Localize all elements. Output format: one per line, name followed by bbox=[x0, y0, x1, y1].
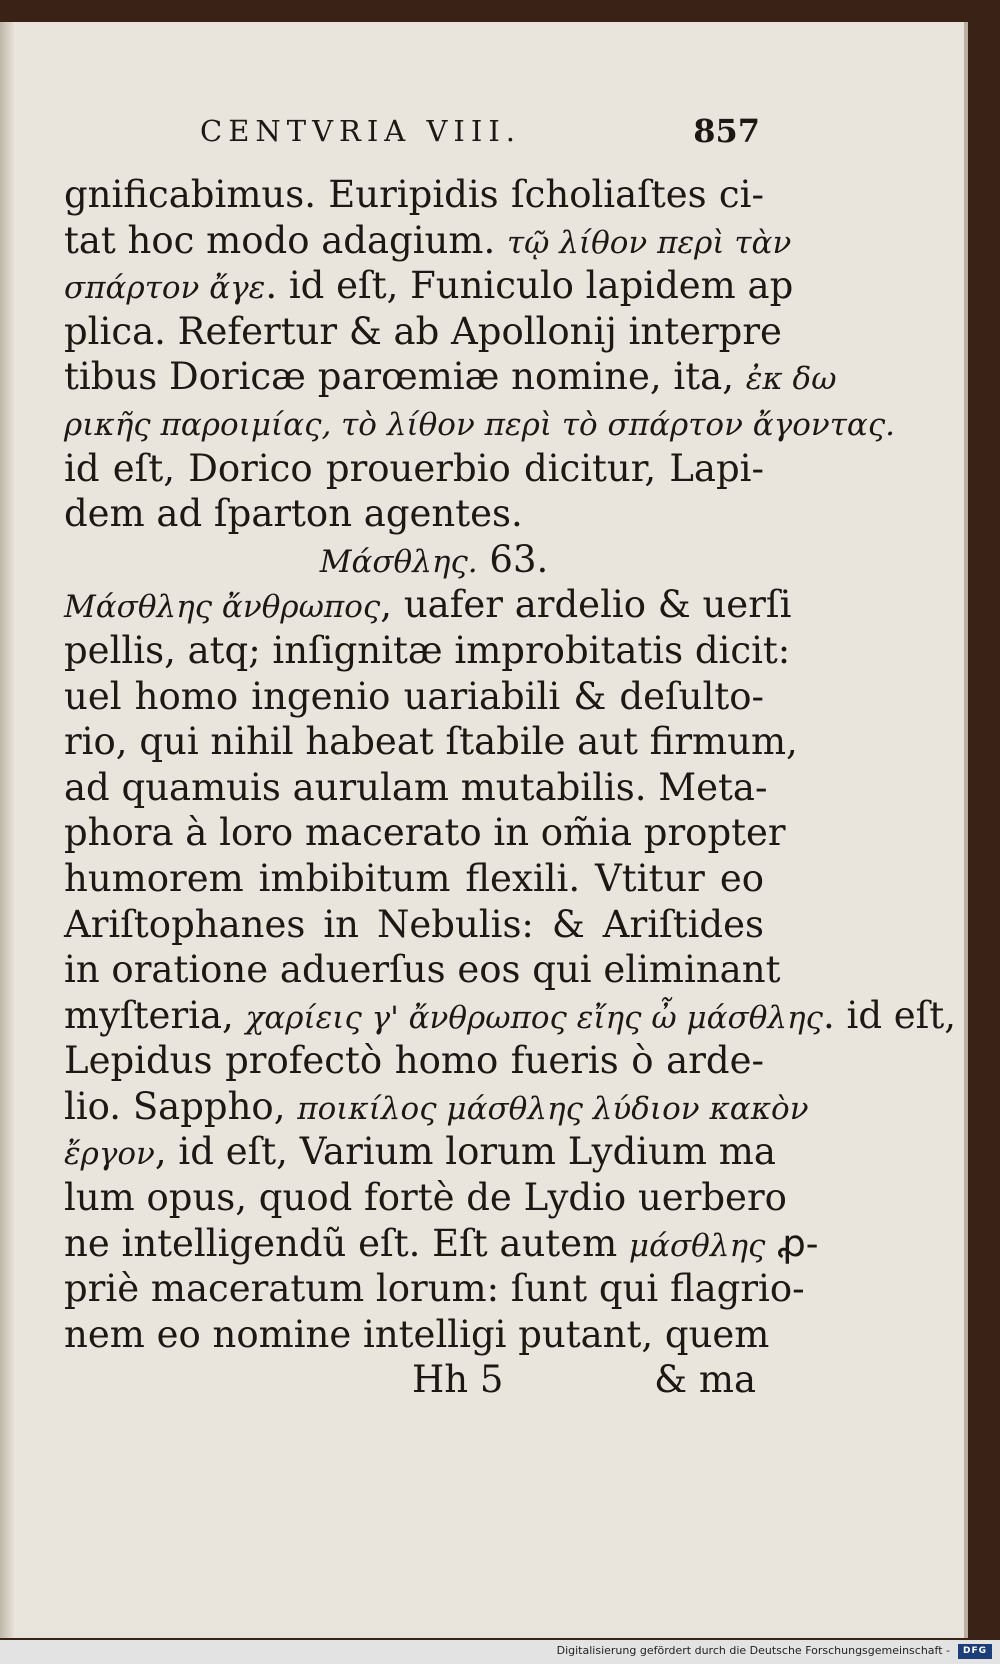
text-line bbox=[64, 810, 786, 856]
text-line bbox=[64, 1221, 819, 1267]
credit-text: Digitalisierung gefördert durch die Deutsche Forschungsgemeinschaft - bbox=[556, 1644, 950, 1657]
text-line bbox=[64, 628, 791, 674]
book-page bbox=[0, 22, 968, 1638]
page-footer bbox=[64, 1358, 764, 1404]
latin-text: Ariſtophanes in Nebulis: & Ariſtides bbox=[64, 902, 764, 946]
catchword: & ma bbox=[654, 1358, 756, 1401]
latin-text: ne intelligendũ eſt. Eſt autem bbox=[64, 1221, 629, 1265]
latin-text: id eſt, Dorico prouerbio dicitur, Lapi- bbox=[64, 446, 764, 490]
latin-text: myſteria, bbox=[64, 993, 246, 1037]
body-text bbox=[64, 172, 956, 1357]
latin-text: Lepidus profectò homo fueris ò arde- bbox=[64, 1039, 764, 1083]
running-head bbox=[200, 114, 760, 174]
text-line bbox=[64, 765, 768, 811]
latin-text: humorem imbibitum flexili. Vtitur eo bbox=[64, 856, 764, 900]
latin-text: . id eſt, bbox=[822, 993, 956, 1037]
text-line bbox=[64, 1038, 764, 1084]
greek-text: ρικῆς παροιμίας, τὸ λίθον περὶ τὸ σπάρτον ἄγοντας. bbox=[64, 406, 896, 443]
text-line bbox=[64, 172, 764, 218]
page-gutter bbox=[0, 22, 14, 1638]
text-line bbox=[64, 1084, 809, 1130]
text-line bbox=[64, 582, 792, 628]
dfg-logo-icon: DFG bbox=[958, 1644, 992, 1659]
text-line bbox=[64, 856, 764, 902]
text-line bbox=[64, 491, 764, 537]
greek-text: ποικίλος μάσθλης λύδιον κακὸν bbox=[297, 1090, 809, 1127]
text-line bbox=[64, 400, 896, 446]
text-line bbox=[64, 309, 782, 355]
running-head-title: CENTVRIA VIII. bbox=[200, 114, 521, 148]
text-line bbox=[64, 263, 794, 309]
latin-text: phora à loro macerato in om̃ia propter bbox=[64, 811, 786, 855]
greek-text: Μάσθλης ἄνθρωπος bbox=[64, 589, 381, 626]
text-line bbox=[64, 354, 837, 400]
latin-text: . id eſt, Funiculo lapidem ap bbox=[265, 264, 794, 308]
latin-text: lum opus, quod fortè de Lydio uerbero bbox=[64, 1176, 787, 1220]
latin-text: rio, qui nihil habeat ſtabile aut firmum, bbox=[64, 720, 798, 764]
greek-text: ἔργον bbox=[64, 1136, 155, 1173]
signature-mark: Hh 5 bbox=[412, 1358, 504, 1401]
text-line bbox=[64, 1129, 776, 1175]
latin-text: tat hoc modo adagium. bbox=[64, 218, 507, 262]
text-line bbox=[64, 947, 781, 993]
digitization-credit-bar bbox=[0, 1640, 1000, 1664]
text-line bbox=[64, 993, 956, 1039]
latin-text: ꝓ- bbox=[765, 1221, 819, 1265]
latin-text: , id eſt, Varium lorum Lydium ma bbox=[154, 1130, 776, 1174]
text-line bbox=[64, 719, 798, 765]
latin-text: 63. bbox=[477, 537, 549, 581]
text-line bbox=[64, 446, 764, 492]
latin-text: tibus Doricæ parœmiæ nomine, ita, bbox=[64, 355, 746, 399]
greek-text: Μάσθλης. bbox=[319, 543, 478, 580]
greek-text: σπάρτον ἄγε bbox=[64, 270, 266, 307]
text-line bbox=[64, 1266, 805, 1312]
text-line bbox=[64, 1175, 787, 1221]
greek-text: μάσθλης bbox=[628, 1227, 766, 1264]
greek-text: τῷ λίθον περὶ τὰν bbox=[507, 224, 792, 261]
latin-text: dem ad ſparton agentes. bbox=[64, 492, 523, 536]
text-line bbox=[64, 218, 792, 264]
section-heading bbox=[64, 537, 764, 583]
greek-text: χαρίεις γ' ἄνθρωπος εἴης ὦ μάσθλης bbox=[245, 999, 823, 1036]
latin-text: lio. Sappho, bbox=[64, 1084, 298, 1128]
latin-text: uel homo ingenio uariabili & deſulto- bbox=[64, 674, 764, 718]
text-line bbox=[64, 674, 764, 720]
greek-text: ἐκ δω bbox=[745, 361, 837, 398]
text-line bbox=[64, 902, 764, 948]
latin-text: gnificabimus. Euripidis ſcholiaſtes ci- bbox=[64, 173, 764, 216]
page-number: 857 bbox=[693, 112, 760, 150]
latin-text: pellis, atq; inſignitæ improbitatis dicit: bbox=[64, 628, 791, 672]
latin-text: , uafer ardelio & uerſi bbox=[380, 583, 792, 627]
latin-text: nem eo nomine intelligi putant, quem bbox=[64, 1312, 770, 1356]
latin-text: plica. Refertur & ab Apollonij interpre bbox=[64, 309, 782, 353]
text-line bbox=[64, 1312, 770, 1358]
latin-text: in oratione aduerſus eos qui eliminant bbox=[64, 948, 781, 992]
latin-text: ad quamuis aurulam mutabilis. Meta- bbox=[64, 765, 768, 809]
latin-text: priè maceratum lorum: ſunt qui flagrio- bbox=[64, 1267, 805, 1311]
